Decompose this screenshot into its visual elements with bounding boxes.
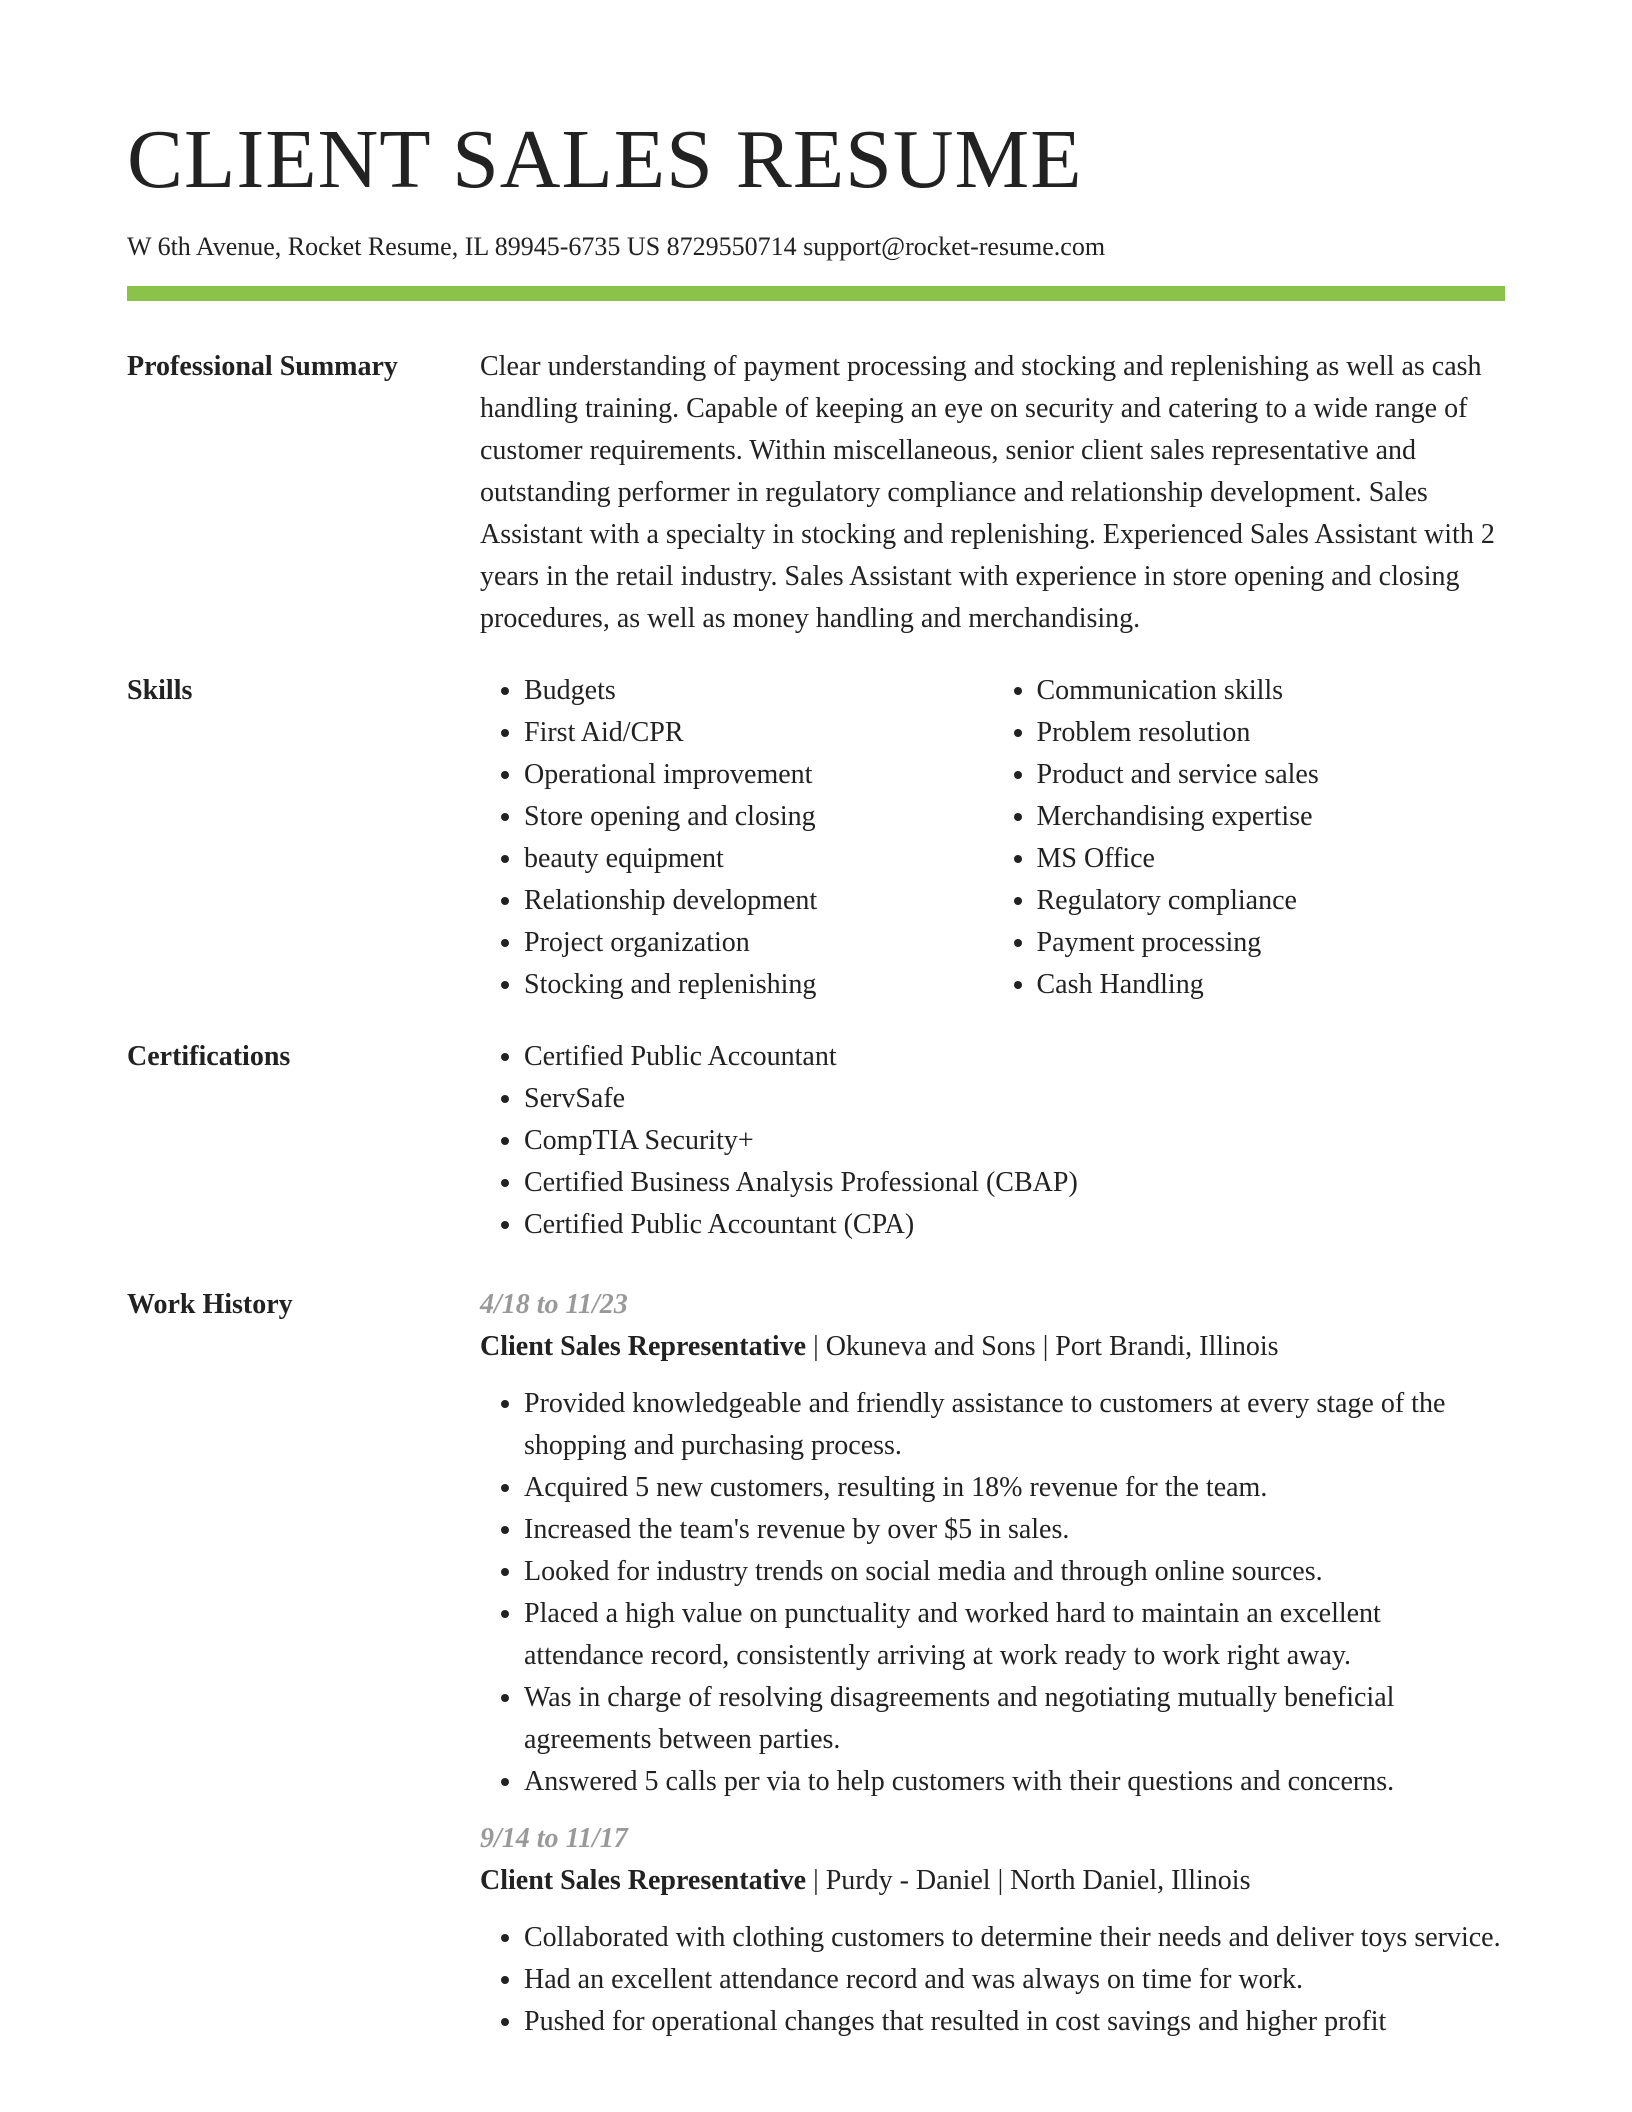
job-bullet: • Pushed for operational changes that resulted in cost savings and higher profit — [524, 2001, 1505, 2043]
job-bullets — [480, 1917, 1505, 2043]
skill-item: • First Aid/CPR — [524, 712, 993, 754]
skill-item: • MS Office — [1037, 838, 1506, 880]
job-entry — [480, 1818, 1505, 2043]
work-history-body — [480, 1284, 1505, 2043]
skill-item: • Payment processing — [1037, 922, 1506, 964]
summary-heading: Professional Summary — [127, 351, 398, 382]
job-bullet: • Collaborated with clothing customers to determine their needs and deliver toys service. — [524, 1917, 1505, 1959]
job-details: | Okuneva and Sons | Port Brandi, Illinois — [806, 1331, 1279, 1362]
skill-item: • Problem resolution — [1037, 712, 1506, 754]
job-bullet: • Had an excellent attendance record and was always on time for work. — [524, 1959, 1505, 2001]
skills-heading: Skills — [127, 675, 193, 706]
skill-item: • Relationship development — [524, 880, 993, 922]
job-bullet: • Was in charge of resolving disagreements and negotiating mutually beneficial agreements between parties. — [524, 1677, 1505, 1761]
skill-item: • Operational improvement — [524, 754, 993, 796]
certification-item: • CompTIA Security+ — [524, 1120, 1505, 1162]
skill-item: • Product and service sales — [1037, 754, 1506, 796]
skill-item: • Budgets — [524, 670, 993, 712]
job-bullet: • Looked for industry trends on social media and through online sources. — [524, 1551, 1505, 1593]
certification-item: • Certified Public Accountant (CPA) — [524, 1204, 1505, 1246]
certifications-list — [480, 1036, 1505, 1246]
summary-body — [480, 346, 1505, 640]
certification-item: • Certified Business Analysis Professional (CBAP) — [524, 1162, 1505, 1204]
skill-item: • Cash Handling — [1037, 964, 1506, 1006]
job-bullet: • Increased the team's revenue by over $5 in sales. — [524, 1509, 1505, 1551]
job-dates: 4/18 to 11/23 — [480, 1289, 628, 1320]
summary-text: Clear understanding of payment processing and stocking and replenishing as well as cash handling training. Capable of keeping an eye on security and catering to a wide range of customer requirements. Within miscellaneous, senior client sales representative and outstanding performer in regulatory compliance and relationship development. Sales Assistant with a specialty in stocking and replenishing. Experienced Sales Assistant with 2 years in the retail industry. Sales Assistant with experience in store opening and closing procedures, as well as money handling and merchandising. — [480, 351, 1495, 634]
job-details: | Purdy - Daniel | North Daniel, Illinois — [806, 1865, 1251, 1896]
skill-item: • Stocking and replenishing — [524, 964, 993, 1006]
skills-grid — [480, 670, 1505, 1006]
job-bullet: • Placed a high value on punctuality and worked hard to maintain an excellent attendance record, consistently arriving at work ready to work right away. — [524, 1593, 1505, 1677]
job-bullets — [480, 1383, 1505, 1803]
skills-list-right — [993, 670, 1506, 1006]
job-dates: 9/14 to 11/17 — [480, 1823, 628, 1854]
resume-title: CLIENT SALES RESUME — [127, 113, 1083, 206]
skill-item: • beauty equipment — [524, 838, 993, 880]
work-history-heading: Work History — [127, 1289, 293, 1320]
job-title: Client Sales Representative — [480, 1331, 807, 1362]
skills-body — [480, 670, 1505, 1006]
job-bullet: • Provided knowledgeable and friendly assistance to customers at every stage of the shopping and purchasing process. — [524, 1383, 1505, 1467]
certification-item: • Certified Public Accountant — [524, 1036, 1505, 1078]
certification-item: • ServSafe — [524, 1078, 1505, 1120]
skill-item: • Communication skills — [1037, 670, 1506, 712]
job-heading — [480, 1326, 1505, 1368]
certifications-heading: Certifications — [127, 1041, 291, 1072]
job-heading — [480, 1860, 1505, 1902]
job-entry — [480, 1284, 1505, 1803]
skill-item: • Project organization — [524, 922, 993, 964]
certifications-body — [480, 1036, 1505, 1246]
skill-item: • Store opening and closing — [524, 796, 993, 838]
skill-item: • Regulatory compliance — [1037, 880, 1506, 922]
skills-list-left — [480, 670, 993, 1006]
job-bullet: • Acquired 5 new customers, resulting in 18% revenue for the team. — [524, 1467, 1505, 1509]
contact-info: W 6th Avenue, Rocket Resume, IL 89945-6735 US 8729550714 support@rocket-resume.com — [127, 232, 1106, 261]
job-bullet: • Answered 5 calls per via to help customers with their questions and concerns. — [524, 1761, 1505, 1803]
job-title: Client Sales Representative — [480, 1865, 807, 1896]
skill-item: • Merchandising expertise — [1037, 796, 1506, 838]
accent-divider — [127, 286, 1505, 301]
